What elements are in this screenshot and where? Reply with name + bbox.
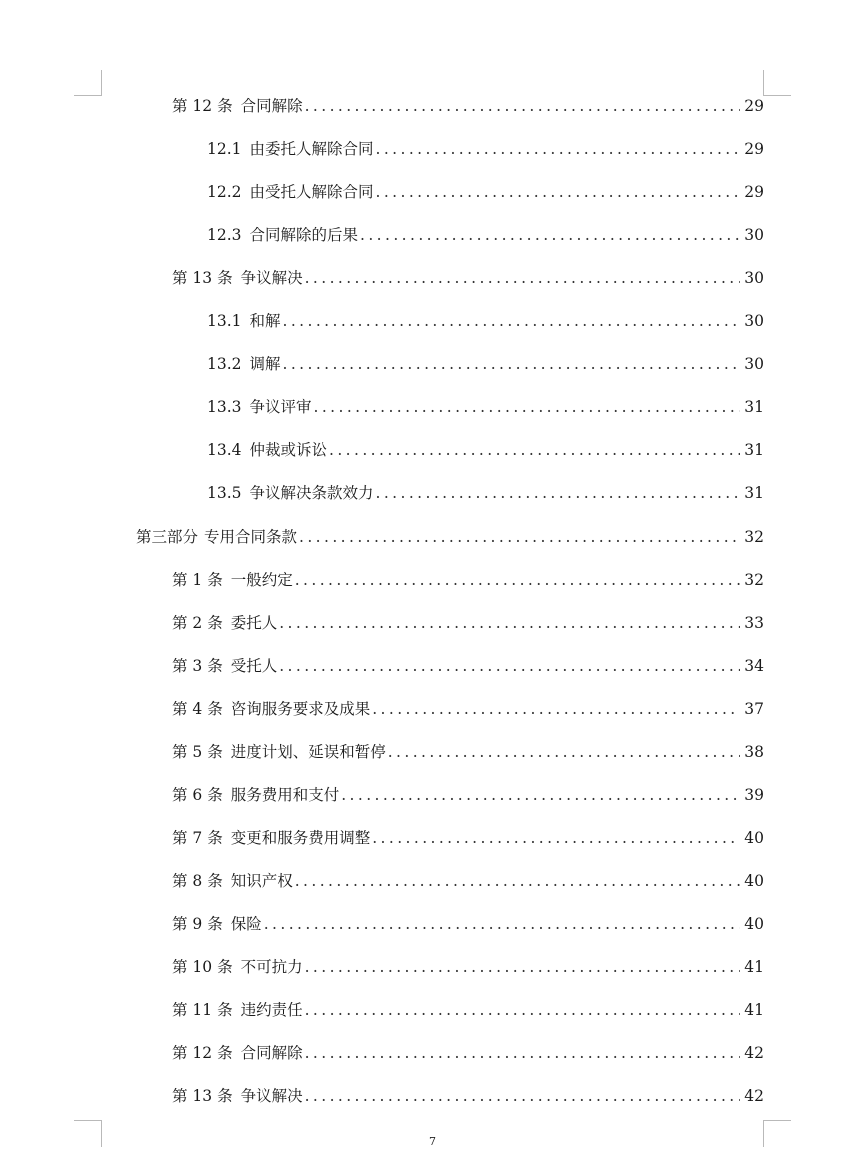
toc-entry-page: 32 [744,528,764,546]
toc-entry[interactable] [172,869,764,893]
toc-entry-page: 31 [744,441,764,459]
toc-dot-leader [305,266,740,290]
crop-mark-top-left [74,70,102,96]
toc-dot-leader [341,783,740,807]
toc-entry-page: 29 [744,140,764,158]
toc-entry-number: 13.3 [207,398,242,416]
toc-dot-leader [305,1084,740,1108]
toc-entry-page: 41 [744,958,764,976]
toc-dot-leader [283,352,740,376]
toc-entry-number: 第 12 条 [172,97,233,115]
toc-entry-number: 第 4 条 [172,700,223,718]
toc-entry-number: 第 7 条 [172,829,223,847]
toc-entry[interactable] [172,611,764,635]
toc-entry-title: 争议解决条款效力 [249,484,374,502]
toc-entry[interactable] [172,740,764,764]
toc-entry-page: 38 [744,743,764,761]
toc-entry[interactable] [207,352,764,376]
toc-dot-leader [329,438,740,462]
toc-dot-leader [283,309,740,333]
toc-entry-page: 37 [744,700,764,718]
toc-entry-title: 争议解决 [240,1087,303,1105]
toc-dot-leader [305,94,740,118]
toc-entry-title: 违约责任 [240,1001,303,1019]
toc-entry[interactable] [172,912,764,936]
toc-entry-number: 第 10 条 [172,958,233,976]
toc-dot-leader [314,395,740,419]
toc-entry-page: 29 [744,97,764,115]
toc-entry-number: 第 13 条 [172,1087,233,1105]
toc-dot-leader [372,697,740,721]
toc-dot-leader [295,568,740,592]
toc-entry[interactable] [172,998,764,1022]
toc-entry[interactable] [172,1084,764,1108]
toc-entry-number: 第三部分 [136,528,199,546]
toc-dot-leader [279,654,740,678]
toc-entry[interactable] [172,266,764,290]
toc-entry-title: 由委托人解除合同 [249,140,374,158]
toc-entry-title: 调解 [249,355,281,373]
toc-entry-number: 第 1 条 [172,571,223,589]
toc-entry-number: 第 13 条 [172,269,233,287]
toc-entry[interactable] [172,568,764,592]
toc-entry-page: 34 [744,657,764,675]
toc-entry-title: 咨询服务要求及成果 [230,700,371,718]
toc-entry-title: 专用合同条款 [204,528,298,546]
toc-entry-page: 40 [744,829,764,847]
toc-dot-leader [376,137,740,161]
toc-entry[interactable] [207,395,764,419]
toc-dot-leader [295,869,740,893]
toc-entry-title: 委托人 [230,614,278,632]
toc-entry-page: 42 [744,1087,764,1105]
toc-entry-page: 39 [744,786,764,804]
toc-entry-number: 第 5 条 [172,743,223,761]
toc-entry-number: 第 3 条 [172,657,223,675]
toc-entry[interactable] [207,180,764,204]
toc-entry-title: 和解 [249,312,281,330]
toc-entry-number: 12.3 [207,226,242,244]
toc-entry[interactable] [207,223,764,247]
toc-dot-leader [264,912,740,936]
toc-entry[interactable] [172,783,764,807]
toc-entry-title: 变更和服务费用调整 [230,829,371,847]
toc-entry-page: 30 [744,355,764,373]
toc-entry-page: 30 [744,312,764,330]
toc-entry-title: 进度计划、延误和暂停 [230,743,386,761]
toc-dot-leader [279,611,740,635]
toc-entry-page: 31 [744,398,764,416]
toc-entry[interactable] [207,481,764,505]
toc-entry-page: 42 [744,1044,764,1062]
toc-dot-leader [376,481,740,505]
toc-entry-page: 40 [744,915,764,933]
toc-entry-title: 保险 [230,915,262,933]
toc-entry-page: 41 [744,1001,764,1019]
toc-dot-leader [372,826,740,850]
toc-entry[interactable] [172,826,764,850]
toc-entry[interactable] [207,309,764,333]
toc-entry-number: 第 8 条 [172,872,223,890]
toc-entry-number: 13.2 [207,355,242,373]
toc-dot-leader [360,223,740,247]
toc-entry-title: 争议评审 [249,398,312,416]
toc-entry-title: 服务费用和支付 [230,786,340,804]
toc-dot-leader [388,740,740,764]
toc-entry[interactable] [172,697,764,721]
toc-entry-page: 30 [744,269,764,287]
toc-entry-number: 第 2 条 [172,614,223,632]
toc-entry-page: 30 [744,226,764,244]
toc-entry[interactable] [172,94,764,118]
toc-dot-leader [305,955,740,979]
toc-entry-title: 知识产权 [230,872,293,890]
toc-entry[interactable] [172,654,764,678]
toc-entry-page: 33 [744,614,764,632]
toc-entry-number: 第 12 条 [172,1044,233,1062]
toc-entry-title: 仲裁或诉讼 [249,441,328,459]
toc-dot-leader [305,998,740,1022]
toc-entry-number: 13.4 [207,441,242,459]
toc-entry[interactable] [172,1041,764,1065]
crop-mark-top-right [763,70,791,96]
toc-dot-leader [305,1041,740,1065]
toc-entry-page: 40 [744,872,764,890]
toc-entry-page: 31 [744,484,764,502]
toc-entry[interactable] [172,955,764,979]
toc-entry-page: 32 [744,571,764,589]
toc-dot-leader [376,180,740,204]
toc-entry-number: 第 11 条 [172,1001,233,1019]
toc-entry-title: 合同解除 [240,1044,303,1062]
toc-entry[interactable] [136,525,764,549]
toc-entry-number: 第 6 条 [172,786,223,804]
toc-entry-number: 13.5 [207,484,242,502]
toc-entry-title: 合同解除 [240,97,303,115]
toc-entry-number: 12.1 [207,140,242,158]
toc-entry-title: 由受托人解除合同 [249,183,374,201]
toc-dot-leader [299,525,740,549]
toc-entry-number: 12.2 [207,183,242,201]
toc-entry-title: 合同解除的后果 [249,226,359,244]
toc-entry-number: 13.1 [207,312,242,330]
toc-entry-page: 29 [744,183,764,201]
toc-entry-title: 争议解决 [240,269,303,287]
toc-entry-number: 第 9 条 [172,915,223,933]
toc-entry-title: 受托人 [230,657,278,675]
toc-entry-title: 一般约定 [230,571,293,589]
toc-entry[interactable] [207,137,764,161]
page-number: 7 [429,1135,436,1148]
toc-entry[interactable] [207,438,764,462]
toc-entry-title: 不可抗力 [240,958,303,976]
